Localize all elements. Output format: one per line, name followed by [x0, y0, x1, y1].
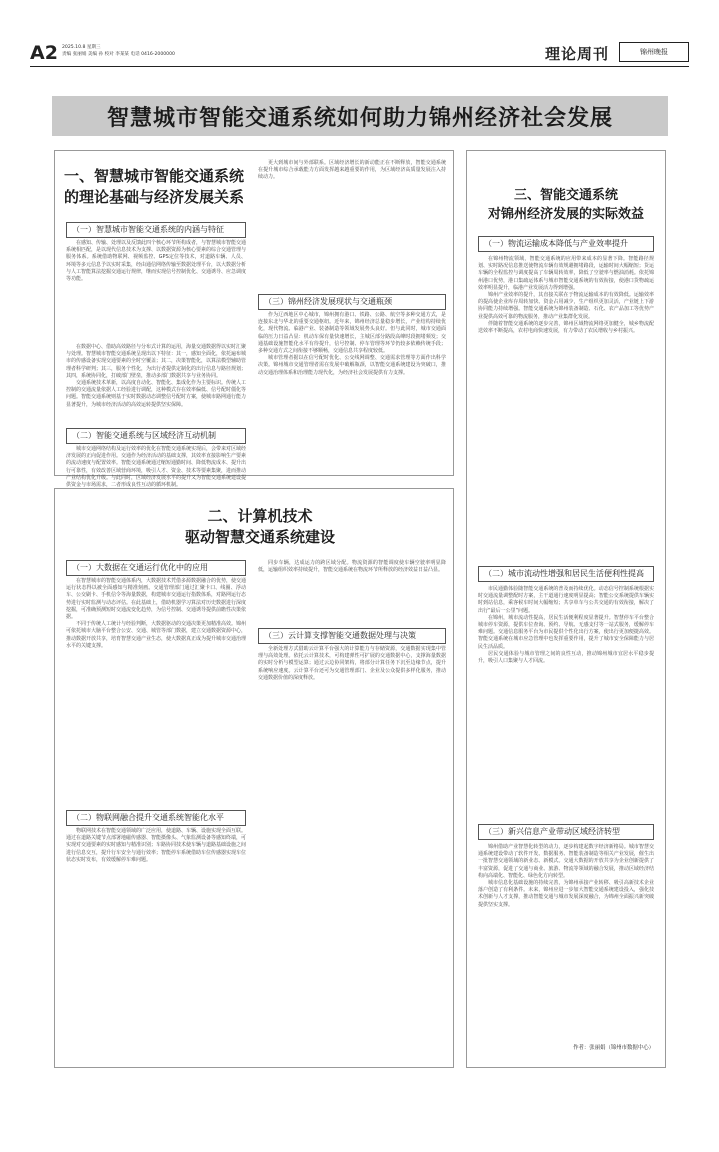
- header-divider: [30, 66, 689, 67]
- paragraph: 在锦州物流领域，智能交通系统的应用带来成本的显著下降。智能路径规划、实时路况信息推送使物流车辆有效规避拥堵路段，运输时间大幅缩短；货运车辆的全程监控与调度提高了车辆周转效率，降低了空驶率与燃油消耗。依托锦州港口优势，港口集疏运体系与城市智能交通系统的有效衔接，使港口货物疏运效率明显提升，临港产业发展活力得到增强。: [478, 256, 654, 291]
- paragraph: 物联网技术在智能交通领域的广泛应用，使道路、车辆、设施实现全面互联。通过在道路关键节点部署地磁传感器、智能摄像头、气象监测设备等感知终端，可实现对交通要素的实时感知与精准识别；车路协同技术使车辆与道路基础设施之间进行信息交互，提升行车安全与通行效率；智能停车系统借助车位传感器实现车位状态实时发布，有效缓解停车难问题。: [66, 828, 247, 863]
- text-block-d: [66, 578, 246, 738]
- text-block-f2: [258, 646, 446, 1058]
- paragraph: 在智慧城市的智能交通体系内，大数据技术凭借多源数据融合的优势，使交通运行状态得以被全面感知与精准刻画。交通管理部门通过汇聚卡口、线圈、浮动车、公交刷卡、手机信令等海量数据，构建城市交通运行指数体系，对路网运行态势进行实时监测与动态评估。在此基础上，借助机器学习算法对历史数据进行深度挖掘，可准确预测短时交通流变化趋势，为信号控制、交通诱导提供前瞻性决策依据。: [66, 578, 247, 621]
- subheading-1-2: （二）智能交通系统与区域经济互动机制: [66, 428, 246, 444]
- subheading-1-1: （一）智慧城市智能交通系统的内涵与特征: [66, 222, 246, 238]
- subheading-3-2: （二）城市流动性增强和居民生活便利性提高: [478, 566, 654, 582]
- subheading-2-3: （三）云计算支撑智能交通数据处理与决策: [258, 628, 446, 644]
- section-title: 理论周刊: [544, 45, 609, 63]
- headline-banner: 智慧城市智能交通系统如何助力锦州经济社会发展: [52, 96, 668, 136]
- paragraph: 不同于传统人工统计与经验判断，大数据驱动的交通决策更加精准高效。锦州可依托城市大脑平台整合公安、交通、城管等部门数据，建立交通数据资源中心，推动数据开放共享，培育智慧交通产业生态，使大数据真正成为提升城市交通治理水平的关键支撑。: [66, 621, 247, 649]
- text-block-c1: [258, 160, 446, 288]
- subheading-3-3: （三）新兴信息产业带动区域经济转型: [478, 824, 654, 840]
- section-2-title-line2: 驱动智慧交通系统建设: [184, 528, 335, 546]
- text-block-f1: [258, 560, 446, 624]
- section-1-title-line2: 的理论基础与经济发展关系: [63, 188, 244, 206]
- text-block-i: [478, 844, 654, 1040]
- text-block-g: [478, 256, 654, 560]
- subheading-3-1: （一）物流运输成本降低与产业效率提升: [478, 236, 654, 252]
- subheading-2-2: （二）物联网融合提升交通系统智能化水平: [66, 810, 246, 826]
- author-byline: 作者：张丽娟（锦州市数据中心）: [573, 1045, 654, 1051]
- paragraph: 城市管理者据以在信号配时优化、公交线网调整、交通需求管理等方面作出科学决策。锦州城市交通管理者需在发展中破解瓶颈，以智能交通系统建设为突破口，推动交通治理体系和治理能力现代化，为经济社会发展提供有力支撑。: [258, 355, 446, 376]
- paragraph: 锦州借助产业智慧化转型的动力，逐步构建起数字经济新格局。城市智慧交通系统建设带动了软件开发、数据服务、智能装备制造等相关产业发展，催生出一批智慧交通领域的新业态、新模式。交通大数据的开放共享为企业创新提供了丰富资源，促进了交通与商业、旅游、物流等领域的融合发展，推动区域经济结构向高端化、智能化、绿色化方向转型。: [478, 844, 654, 879]
- paragraph: 居民交通体验与城市管理之间的良性互动，推动锦州城市宜居水平稳步提升，吸引人口集聚与人才回流。: [478, 650, 654, 665]
- paragraph: 作为辽西地区中心城市，锦州拥有港口、铁路、公路、航空等多种交通方式，是连接东北与华北的重要交通枢纽。近年来，锦州经济总量稳步增长，产业结构持续优化，现代物流、临港产业、装备制造等领域发展势头良好。但与此同时，城市交通面临的压力日益凸显：机动车保有量快速增长，主城区部分路段高峰时段拥堵频发；交通基础设施智能化水平有待提升，信号控制、停车管理等环节仍较多依赖传统手段；多种交通方式之间衔接不够顺畅，交通信息共享程度较低。: [258, 312, 446, 355]
- paragraph: 城市信息化基础设施的持续完善，为锦州承接产业转移、吸引高新技术企业落户创造了有利条件。未来，锦州应进一步加大智能交通系统建设投入，强化技术创新与人才支撑，推动智能交通与城市发展深度融合，为锦州全面振兴新突破提供坚实支撑。: [478, 880, 654, 908]
- newspaper-logo: 锦州晚报: [619, 42, 689, 62]
- text-block-h: [478, 586, 654, 818]
- text-block-b: [66, 446, 247, 489]
- paragraph: 同步车辆，达成运力的跨区域分配。物流资源的智能调度使车辆空驶率明显降低，运输组织效率持续提升，智能交通系统在物流环节所释放的经济效益日益凸显。: [258, 560, 446, 574]
- section-2-title-line1: 二、计算机技术: [207, 507, 313, 525]
- meta-date: 2025.10.8 星期三: [62, 45, 101, 50]
- meta-editors: 责编 张丽娟 美编 孙 校对 李某某 电话 0416-2000000: [62, 52, 175, 57]
- paragraph: 在锦州，城市流动性提高，居民生活便利程度显著提升。智慧停车平台整合城市停车资源，提供车位查询、预约、导航、无感支付等一站式服务，缓解停车难问题。交通信息服务平台为市民提供个性化出行方案，使出行更加便捷高效。智能交通系统在城市应急管理中也发挥重要作用，提升了城市安全保障能力与居民生活品质。: [478, 614, 654, 650]
- paragraph: 伴随着智能交通系统的逐步完善，锦州区域物流网络更加健全，城乡物流配送效率不断提高，农村电商快速发展，有力带动了农民增收与乡村振兴。: [478, 320, 654, 335]
- text-block-a2: [66, 344, 246, 424]
- section-3-title-line2: 对锦州经济发展的实际效益: [487, 207, 644, 222]
- masthead-meta: [62, 44, 262, 58]
- section-3-title-line1: 三、智能交通系统: [513, 188, 618, 203]
- page-number: A2: [30, 42, 58, 64]
- paragraph: 在数据中心、借助高效路径与分布式计算的运用，海量交通数据得以实时汇聚与处理。智慧城市智能交通系统呈现出以下特征：其一，感知全面化，依托遍布城市的传感设备实现交通要素的全时空覆盖；其二，决策智能化，以算法模型辅助管理者科学研判；其三，服务个性化，为出行者提供定制化的出行信息与路径规划；其四，系统协同化，打破部门壁垒，推动多部门数据共享与业务协同。: [66, 344, 247, 379]
- paragraph: 锦州产业效率的提升，其直接关联在于物流运输成本的有效降低。运输效率的提高使企业库存周转加快、资金占用减少，生产组织更加灵活，产业链上下游协同能力持续增强。智能交通系统为锦州装备制造、石化、农产品加工等优势产业提供高效可靠的物流服务，推动产业集群化发展。: [478, 292, 654, 320]
- section-3-heading: [470, 186, 662, 224]
- paragraph: 城市交通网络结构及运行效率的优化在智能交通系统实现后，会带来对区域经济发展的正向促进作用。交通作为经济活动的基础支撑，其效率直接影响生产要素的流动速度与配置效率。智能交通系统通过缩短通勤时间、降低物流成本、提升出行可靠性，有效改善区域营商环境，吸引人才、资金、技术等要素集聚，进而推动产业结构优化升级。与此同时，区域经济发展水平的提升又为智能交通系统建设提供资金与市场需求，二者形成良性互动的循环机制。: [66, 446, 247, 489]
- paragraph: 更大到城市间与外部联系。区域经济增长的新动能正在不断释放，智能交通系统在提升城市综合承载能力方面发挥越来越重要的作用，为区域经济高质量发展注入持续动力。: [258, 160, 446, 181]
- text-block-c2: [258, 312, 446, 470]
- paragraph: 交通系统技术革新，以高度自动化、智能化、集成化作为主要标识。传统人工控制的交通流量依据人工经验进行调配，这种模式存在效率偏低、信号配时僵化等问题。智能交通系统则基于实时数据动态调整信号配时方案，使城市路网通行能力显著提升，为城市经济活动的高效运转提供坚实保障。: [66, 380, 247, 408]
- paragraph: 在感知、传输、处理以及反馈此四个核心环节所构成者，与智慧城市智能交通系统相匹配，是以现代信息技术为支撑、以数据资源为核心要素的综合交通管理与服务体系。系统借助物联网、视频监控、GPS定位等技术，对道路车辆、人员、环境等多元信息予以实时采集，经由通信网络传输至数据处理平台，以大数据分析与人工智能算法挖掘交通运行规律，继而实现信号控制优化、交通诱导、应急调度等功能。: [66, 240, 247, 283]
- section-1-title-line1: 一、智慧城市智能交通系统: [63, 167, 244, 185]
- subheading-2-1: （一）大数据在交通运行优化中的应用: [66, 560, 246, 576]
- text-block-e: [66, 828, 246, 1058]
- subheading-1-3: （三）锦州经济发展现状与交通瓶颈: [258, 294, 446, 310]
- section-2-heading: [110, 506, 410, 548]
- paragraph: 市民通勤体验随智能交通系统的普及而持续优化。动态信号控制系统根据实时交通流量调整配时方案，主干道通行速度明显提高；智能公交系统提供车辆实时到站信息，乘客候车时间大幅缩短；共享单车与公共交通的有效衔接，解决了出行“最后一公里”问题。: [478, 586, 654, 614]
- section-1-heading: [60, 166, 248, 208]
- paragraph: 全新处理方式借助云计算平台强大的计算能力与存储资源，交通数据实现集中管理与高效处理。依托云计算技术，可构建弹性可扩展的交通数据中心，支撑海量数据的实时分析与模型运算；通过云边协同架构，将部分计算任务下沉至边缘节点，提升系统响应速度。云计算平台还可为交通管理部门、企业及公众提供多样化服务，推动交通数据价值的深度释放。: [258, 646, 446, 681]
- text-block-a: [66, 240, 246, 340]
